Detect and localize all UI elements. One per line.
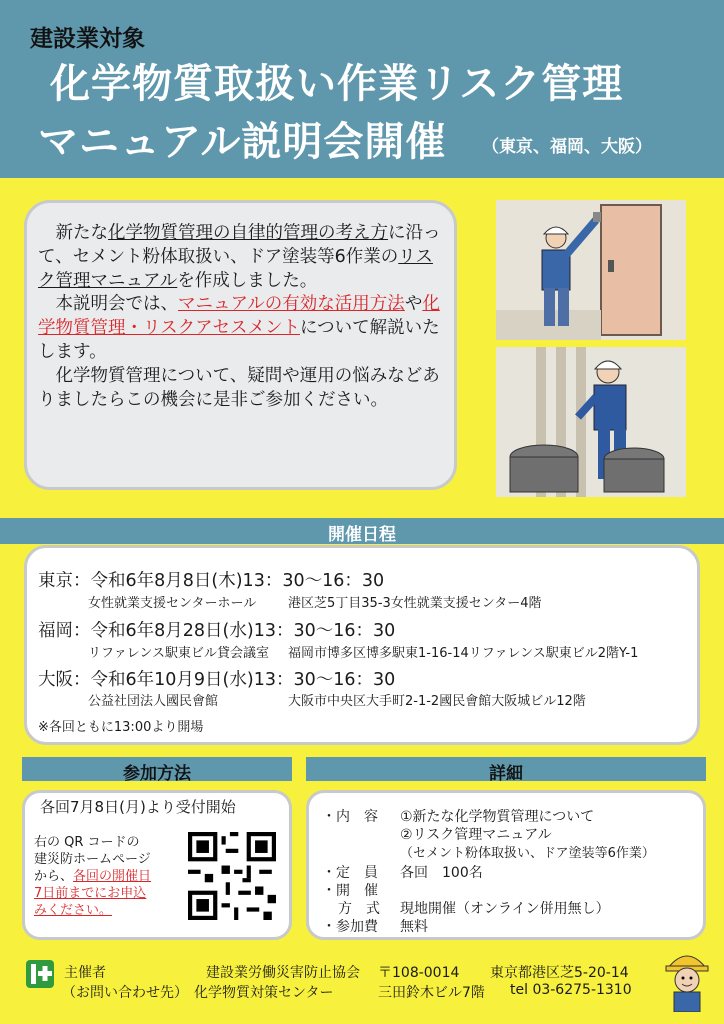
method-label: ・開 催 xyxy=(322,883,378,899)
schedule-row-fukuoka: 福岡：令和6年8月28日(水)13：30～16：30 xyxy=(38,621,396,641)
join-instructions: 右の QR コードの 建災防ホームページ から、各回の開催日 7日前までにお申込 みください。 xyxy=(34,835,152,918)
address-fukuoka: 福岡市博多区博多駅東1-16-14リファレンス駅東ビル2階Y-1 xyxy=(288,646,639,661)
target-tag: 建設業対象 xyxy=(30,26,145,52)
address-line1: 東京都港区芝5-20-14 xyxy=(490,965,629,981)
fee-value: 無料 xyxy=(400,919,428,935)
venue-osaka: 公益社団法人國民會館 xyxy=(88,694,219,709)
doors-open-note: ※各回ともに13:00より開場 xyxy=(38,720,204,735)
schedule-row-osaka: 大阪：令和6年10月9日(水)13：30～16：30 xyxy=(38,670,396,690)
mascot-icon xyxy=(660,942,714,1012)
join-heading: 参加方法 xyxy=(123,764,191,784)
organizer-logo-icon xyxy=(24,958,56,990)
organizer-label: 主催者 xyxy=(64,965,106,981)
address-line2: 三田鈴木ビル7階 xyxy=(378,985,485,1001)
content-label: ・内 容 xyxy=(322,809,378,825)
content-item-1: ①新たな化学物質管理について xyxy=(400,809,595,825)
title-cities: （東京、福岡、大阪） xyxy=(482,137,652,157)
content-item-2: ②リスク管理マニュアル xyxy=(400,827,552,843)
inquiry-label: （お問い合わせ先） xyxy=(62,985,188,1001)
schedule-row-tokyo: 東京：令和6年8月8日(木)13：30～16：30 xyxy=(38,571,385,591)
content-item-3: （セメント粉体取扱い、ドア塗装等6作業） xyxy=(400,846,655,861)
address-osaka: 大阪市中央区大手町2-1-2國民會館大阪城ビル12階 xyxy=(288,694,586,709)
org-name: 建設業労働災害防止協会 xyxy=(206,965,360,981)
address-tokyo: 港区芝5丁目35-3女性就業支援センター4階 xyxy=(288,596,542,611)
title-line2: マニュアル説明会開催 xyxy=(38,119,447,165)
title-line1: 化学物質取扱い作業リスク管理 xyxy=(50,61,624,107)
venue-tokyo: 女性就業支援センターホール xyxy=(88,596,257,611)
phone-number: tel 03-6275-1310 xyxy=(510,982,632,998)
fee-label: ・参加費 xyxy=(322,919,378,935)
registration-start: 各回7月8日(月)より受付開始 xyxy=(40,798,236,816)
cement-mixing-illustration xyxy=(496,347,686,497)
intro-text: 新たな化学物質管理の自律的管理の考え方に沿って、セメント粉体取扱い、ドア塗装等6作業のリスク管理マニュアルを作成しました。 本説明会では、マニュアルの有効な活用方法や化学物質管理・リスクアセスメントについて解説いたします。 化学物質管理について、疑問や運用の悩みなどありましたらこの機会に是非ご参加ください。 xyxy=(38,223,441,410)
method-value: 現地開催（オンライン併用無し） xyxy=(400,901,610,917)
method-label-2: 方 式 xyxy=(338,901,380,917)
schedule-heading: 開催日程 xyxy=(328,525,396,545)
center-name: 化学物質対策センター xyxy=(194,985,334,1001)
capacity-label: ・定 員 xyxy=(322,865,378,881)
qr-code[interactable] xyxy=(188,832,276,920)
capacity-value: 各回 100名 xyxy=(400,865,483,881)
details-heading: 詳細 xyxy=(489,764,523,784)
door-painting-illustration xyxy=(496,200,686,340)
postal-code: 〒108-0014 xyxy=(378,965,460,981)
venue-fukuoka: リファレンス駅東ビル貸会議室 xyxy=(88,646,270,661)
